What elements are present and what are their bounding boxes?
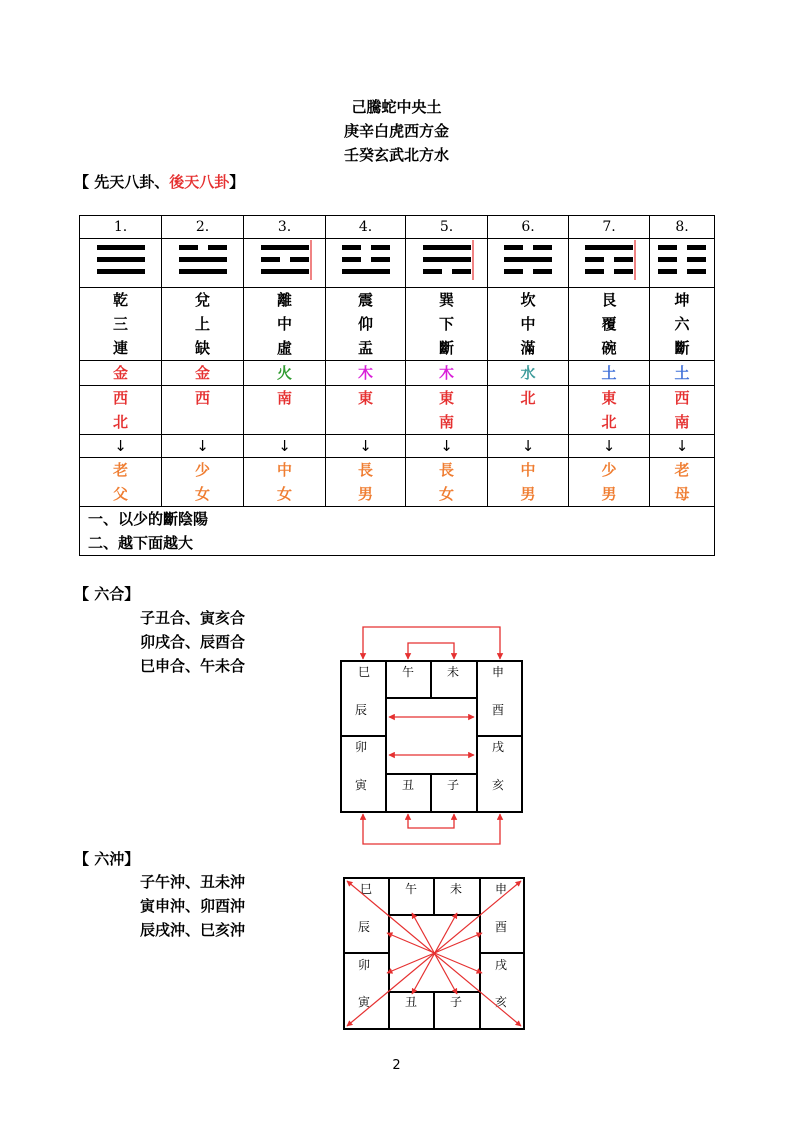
trigram-kan-symbol: [488, 239, 569, 288]
trigram-desc: 滿: [520, 339, 536, 357]
yin-line-segment: [452, 269, 471, 274]
down-arrow-icon: ↓: [569, 435, 650, 458]
trigram-element: 火: [244, 361, 326, 386]
trigram-name: 震: [357, 291, 373, 309]
trigram-direction: 西 北: [80, 386, 162, 435]
yang-line: [342, 269, 390, 274]
trigram-desc: 虛: [276, 339, 292, 357]
trigram-family-member: 中 男: [488, 458, 569, 507]
branch-xu: 戌: [492, 740, 505, 754]
trigram-number: 7.: [569, 216, 650, 239]
yin-line-segment: [179, 245, 198, 250]
trigram-element: 木: [406, 361, 488, 386]
trigram-element: 土: [650, 361, 715, 386]
trigram-direction: 東: [326, 386, 406, 435]
yin-line-segment: [504, 245, 523, 250]
trigram-element: 木: [326, 361, 406, 386]
bagua-table: [79, 215, 715, 556]
trigram-number: 1.: [80, 216, 162, 239]
trigram-desc: 中: [520, 315, 536, 333]
trigram-desc: 三: [112, 315, 128, 333]
intro-line-3: 壬癸玄武北方水: [343, 146, 449, 164]
row-numbers: [80, 216, 715, 239]
yang-line: [179, 257, 227, 262]
trigram-desc: 仰: [357, 315, 373, 333]
yin-line-segment: [658, 245, 677, 250]
trigram-name-cell: [569, 288, 650, 361]
trigram-element: 水: [488, 361, 569, 386]
yin-line-segment: [371, 257, 390, 262]
trigram-name: 艮: [601, 291, 617, 309]
trigram-family-member: 少 男: [569, 458, 650, 507]
yang-line: [179, 269, 227, 274]
trigram-direction: 東 北: [569, 386, 650, 435]
liuchong-heading: 【 六沖】: [74, 850, 140, 868]
trigram-name-cell: [326, 288, 406, 361]
trigram-name: 巽: [438, 291, 454, 309]
branch-chen: 辰: [355, 703, 368, 717]
yang-line: [585, 245, 633, 250]
down-arrow-icon: ↓: [162, 435, 244, 458]
liuhe-heading: 【 六合】: [74, 585, 140, 603]
bagua-heading-close: 】: [229, 173, 245, 191]
trigram-number: 6.: [488, 216, 569, 239]
trigram-desc: 上: [194, 315, 210, 333]
trigram-direction: 西: [162, 386, 244, 435]
yin-line-segment: [687, 245, 706, 250]
trigram-name-cell: [650, 288, 715, 361]
note-1: 一、以少的斷陰陽: [88, 510, 209, 528]
trigram-direction: 北: [488, 386, 569, 435]
down-arrow-icon: ↓: [244, 435, 326, 458]
trigram-desc: 下: [438, 315, 454, 333]
trigram-name-cell: [80, 288, 162, 361]
branch-yin: 寅: [358, 995, 371, 1009]
trigram-desc: 中: [276, 315, 292, 333]
yin-line-segment: [290, 257, 309, 262]
down-arrow-icon: ↓: [406, 435, 488, 458]
yang-line: [261, 245, 309, 250]
branch-wu: 午: [402, 665, 415, 679]
yin-line-segment: [614, 257, 633, 262]
trigram-name-cell: [162, 288, 244, 361]
trigram-element: 金: [162, 361, 244, 386]
yin-line-segment: [423, 269, 442, 274]
branch-chen: 辰: [358, 920, 371, 934]
trigram-desc: 碗: [601, 339, 617, 357]
yang-line: [97, 257, 145, 262]
yin-line-segment: [687, 257, 706, 262]
yin-line-segment: [533, 245, 552, 250]
trigram-name: 離: [276, 291, 292, 309]
yin-line-segment: [371, 245, 390, 250]
yin-line-segment: [585, 257, 604, 262]
row-elements: [80, 361, 715, 386]
yin-line-segment: [342, 245, 361, 250]
row-directions: [80, 386, 715, 435]
trigram-xun-symbol: [406, 239, 488, 288]
trigram-family-member: 長 女: [406, 458, 488, 507]
liuchong-line-1: 子午沖、丑未沖: [140, 873, 246, 891]
bagua-heading-xiantian: 先天八卦、: [94, 173, 170, 191]
trigram-element: 土: [569, 361, 650, 386]
trigram-desc: 盂: [357, 339, 373, 357]
trigram-family-member: 少 女: [162, 458, 244, 507]
yang-line: [97, 269, 145, 274]
trigram-number: 4.: [326, 216, 406, 239]
trigram-element: 金: [80, 361, 162, 386]
trigram-number: 3.: [244, 216, 326, 239]
trigram-desc: 斷: [438, 339, 454, 357]
trigram-number: 8.: [650, 216, 715, 239]
yin-line-segment: [504, 269, 523, 274]
trigram-desc: 斷: [674, 339, 690, 357]
trigram-zhen-symbol: [326, 239, 406, 288]
intro-line-2: 庚辛白虎西方金: [343, 122, 449, 140]
yin-line-segment: [533, 269, 552, 274]
yin-line-segment: [658, 257, 677, 262]
trigram-desc: 缺: [194, 339, 210, 357]
branch-hai: 亥: [495, 995, 508, 1009]
trigram-desc: 六: [674, 315, 690, 333]
yin-line-segment: [585, 269, 604, 274]
branch-zi: 子: [450, 995, 463, 1009]
branch-si: 巳: [360, 882, 373, 896]
yin-line-segment: [342, 257, 361, 262]
trigram-family-member: 老 母: [650, 458, 715, 507]
branch-you: 酉: [492, 703, 505, 717]
branch-zi: 子: [447, 778, 460, 792]
trigram-desc: 覆: [601, 315, 617, 333]
trigram-family-member: 長 男: [326, 458, 406, 507]
page-number: 2: [392, 1058, 401, 1073]
yang-line: [423, 245, 471, 250]
trigram-name: 兌: [194, 291, 210, 309]
liuhe-line-2: 卯戌合、辰酉合: [140, 633, 246, 651]
trigram-gen-symbol: [569, 239, 650, 288]
row-arrows: [80, 435, 715, 458]
branch-yin: 寅: [355, 778, 368, 792]
trigram-name: 乾: [112, 291, 128, 309]
trigram-family-member: 中 女: [244, 458, 326, 507]
yin-line-segment: [261, 257, 280, 262]
yang-line: [97, 245, 145, 250]
branch-wu: 午: [405, 882, 418, 896]
yang-line: [261, 269, 309, 274]
branch-chou: 丑: [405, 995, 418, 1009]
yang-line: [504, 257, 552, 262]
note-2: 二、越下面越大: [88, 534, 194, 552]
intro-line-1: 己騰蛇中央土: [351, 98, 442, 116]
branch-mao: 卯: [355, 740, 368, 754]
table-notes: [80, 507, 715, 556]
liuhe-line-3: 巳申合、午未合: [140, 657, 246, 675]
liuchong-line-3: 辰戌沖、巳亥沖: [140, 921, 246, 939]
row-notes: [80, 507, 715, 556]
branch-si: 巳: [358, 665, 371, 679]
branch-hai: 亥: [492, 778, 505, 792]
bagua-heading: [74, 171, 244, 192]
down-arrow-icon: ↓: [488, 435, 569, 458]
yin-line-segment: [208, 245, 227, 250]
down-arrow-icon: ↓: [326, 435, 406, 458]
trigram-direction: 南: [244, 386, 326, 435]
trigram-number: 5.: [406, 216, 488, 239]
liuchong-diagram: [340, 875, 530, 1033]
branch-shen: 申: [495, 882, 508, 896]
yin-line-segment: [687, 269, 706, 274]
bagua-heading-houtian: 後天八卦: [169, 173, 230, 191]
yang-line: [423, 257, 471, 262]
yin-line-segment: [658, 269, 677, 274]
bagua-heading-open: 【: [74, 173, 95, 191]
trigram-kun-symbol: [650, 239, 715, 288]
branch-xu: 戌: [495, 958, 508, 972]
trigram-direction: 西 南: [650, 386, 715, 435]
liuhe-diagram: [310, 610, 540, 860]
trigram-desc: 連: [112, 339, 128, 357]
trigram-name-cell: [244, 288, 326, 361]
liuchong-line-2: 寅申沖、卯酉沖: [140, 897, 246, 915]
row-names: [80, 288, 715, 361]
yin-line-segment: [614, 269, 633, 274]
liuhe-line-1: 子丑合、寅亥合: [140, 609, 246, 627]
branch-shen: 申: [492, 665, 505, 679]
trigram-name-cell: [488, 288, 569, 361]
branch-wei: 未: [450, 882, 463, 896]
down-arrow-icon: ↓: [650, 435, 715, 458]
trigram-name: 坤: [674, 291, 690, 309]
trigram-dui-symbol: [162, 239, 244, 288]
branch-you: 酉: [495, 920, 508, 934]
down-arrow-icon: ↓: [80, 435, 162, 458]
branch-mao: 卯: [358, 958, 371, 972]
trigram-number: 2.: [162, 216, 244, 239]
trigram-name: 坎: [520, 291, 536, 309]
row-symbols: [80, 239, 715, 288]
trigram-family-member: 老 父: [80, 458, 162, 507]
row-family: [80, 458, 715, 507]
trigram-name-cell: [406, 288, 488, 361]
trigram-li-symbol: [244, 239, 326, 288]
trigram-qian-symbol: [80, 239, 162, 288]
branch-wei: 未: [447, 665, 460, 679]
branch-chou: 丑: [402, 778, 415, 792]
trigram-direction: 東 南: [406, 386, 488, 435]
